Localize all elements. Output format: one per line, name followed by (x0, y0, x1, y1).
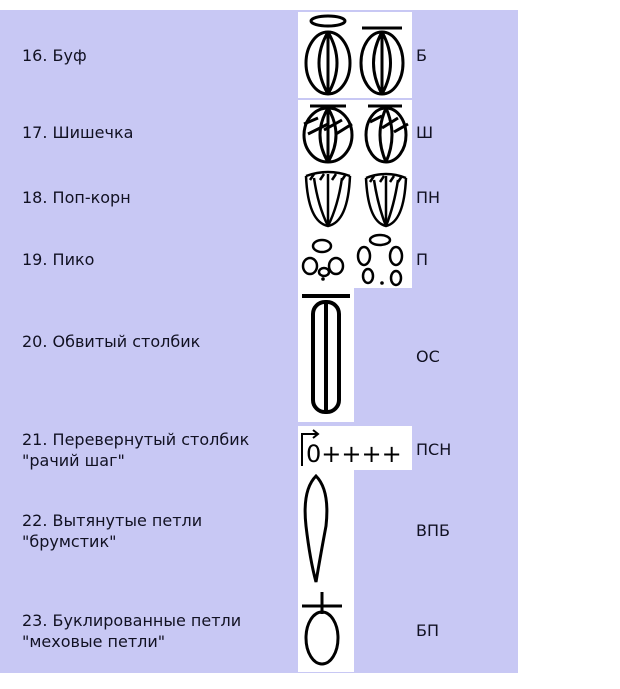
row-21-abbr: ПСН (416, 440, 452, 459)
loop-stitch-icon (298, 588, 354, 672)
row-18-abbr: ПН (416, 188, 441, 207)
row-16-abbr: Б (416, 46, 427, 65)
wrapped-stitch-icon (298, 288, 354, 422)
row-23-name: 23. Буклированные петли "меховые петли" (22, 611, 242, 651)
row-21-name: 21. Перевернутый столбик "рачий шаг" (22, 430, 250, 470)
reverse-stitch-icon (298, 426, 412, 470)
row-19-abbr: П (416, 250, 429, 269)
row-22-name: 22. Вытянутые петли "брумстик" (22, 511, 203, 551)
row-17-abbr: Ш (416, 123, 434, 142)
row-16-name: 16. Буф (22, 46, 87, 65)
row-18-name: 18. Поп-корн (22, 188, 131, 207)
puff-stitch-icon (298, 12, 412, 98)
row-19-name: 19. Пико (22, 250, 95, 269)
picot-icon (298, 230, 412, 288)
bobble-stitch-icon (298, 100, 412, 166)
reverse-stitch-text: 0++++ (306, 440, 402, 468)
broomstick-loop-icon (298, 470, 354, 588)
row-20-abbr: ОС (416, 347, 440, 366)
popcorn-stitch-icon (298, 166, 412, 230)
row-22-abbr: ВПБ (416, 521, 450, 540)
row-17-name: 17. Шишечка (22, 123, 134, 142)
row-23-abbr: БП (416, 621, 440, 640)
row-20-name: 20. Обвитый столбик (22, 332, 201, 351)
